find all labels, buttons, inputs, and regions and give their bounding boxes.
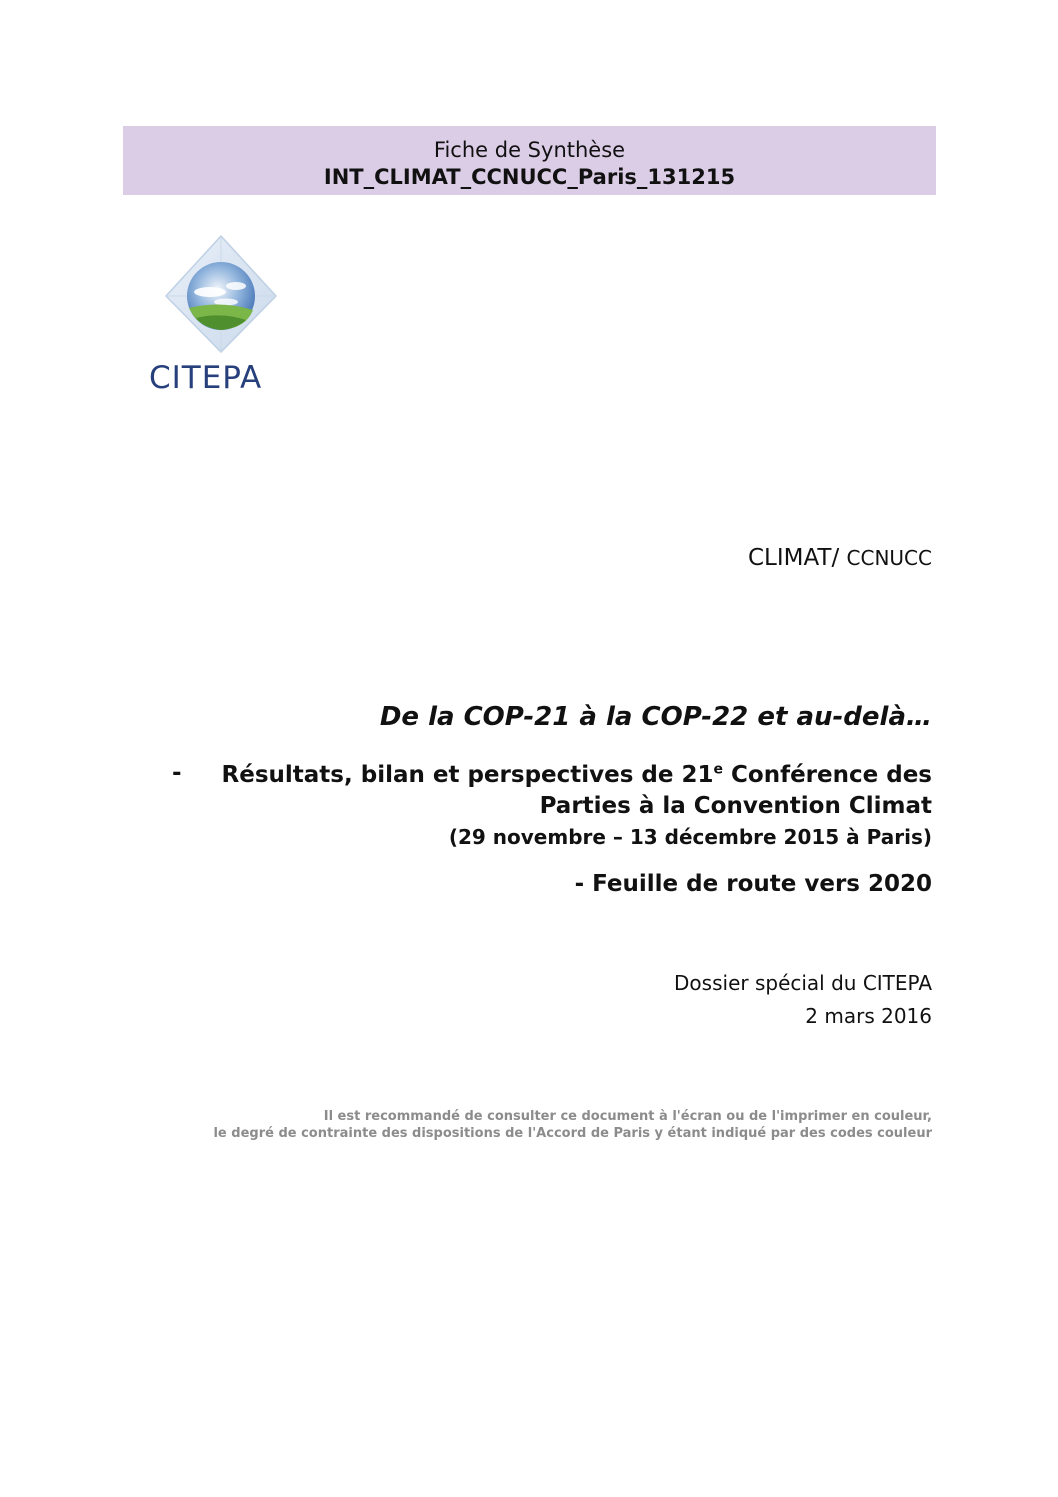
dossier-label: Dossier spécial du CITEPA (674, 971, 932, 995)
reading-note (213, 1108, 932, 1142)
document-subtitle (222, 760, 932, 822)
conference-dates: (29 novembre – 13 décembre 2015 à Paris) (448, 825, 932, 849)
category-sub: CCNUCC (846, 546, 932, 570)
dossier-info (674, 967, 932, 1033)
roadmap-heading: - Feuille de route vers 2020 (574, 871, 932, 897)
subtitle-line1: Résultats, bilan et perspectives de 21e Conférence des (221, 761, 932, 788)
reading-note-line1: Il est recommandé de consulter ce document à l'écran ou de l'imprimer en couleur, (323, 1109, 932, 1124)
category-main: CLIMAT/ (747, 545, 840, 571)
document-type: Fiche de Synthèse (433, 138, 626, 162)
logo-wordmark: CITEPA (149, 360, 263, 396)
document-title: De la COP-21 à la COP-22 et au-delà… (379, 702, 932, 732)
document-reference: INT_CLIMAT_CCNUCC_Paris_131215 (323, 165, 736, 189)
reading-note-line2: le degré de contrainte des dispositions de l'Accord de Paris y étant indiqué par des codes couleur (213, 1126, 932, 1141)
dossier-date: 2 mars 2016 (805, 1004, 932, 1028)
subtitle-line2: Parties à la Convention Climat (539, 793, 932, 819)
superscript: e (713, 761, 724, 778)
document-category (748, 545, 932, 571)
header-banner (123, 126, 936, 195)
subtitle-dash: - (172, 760, 182, 786)
